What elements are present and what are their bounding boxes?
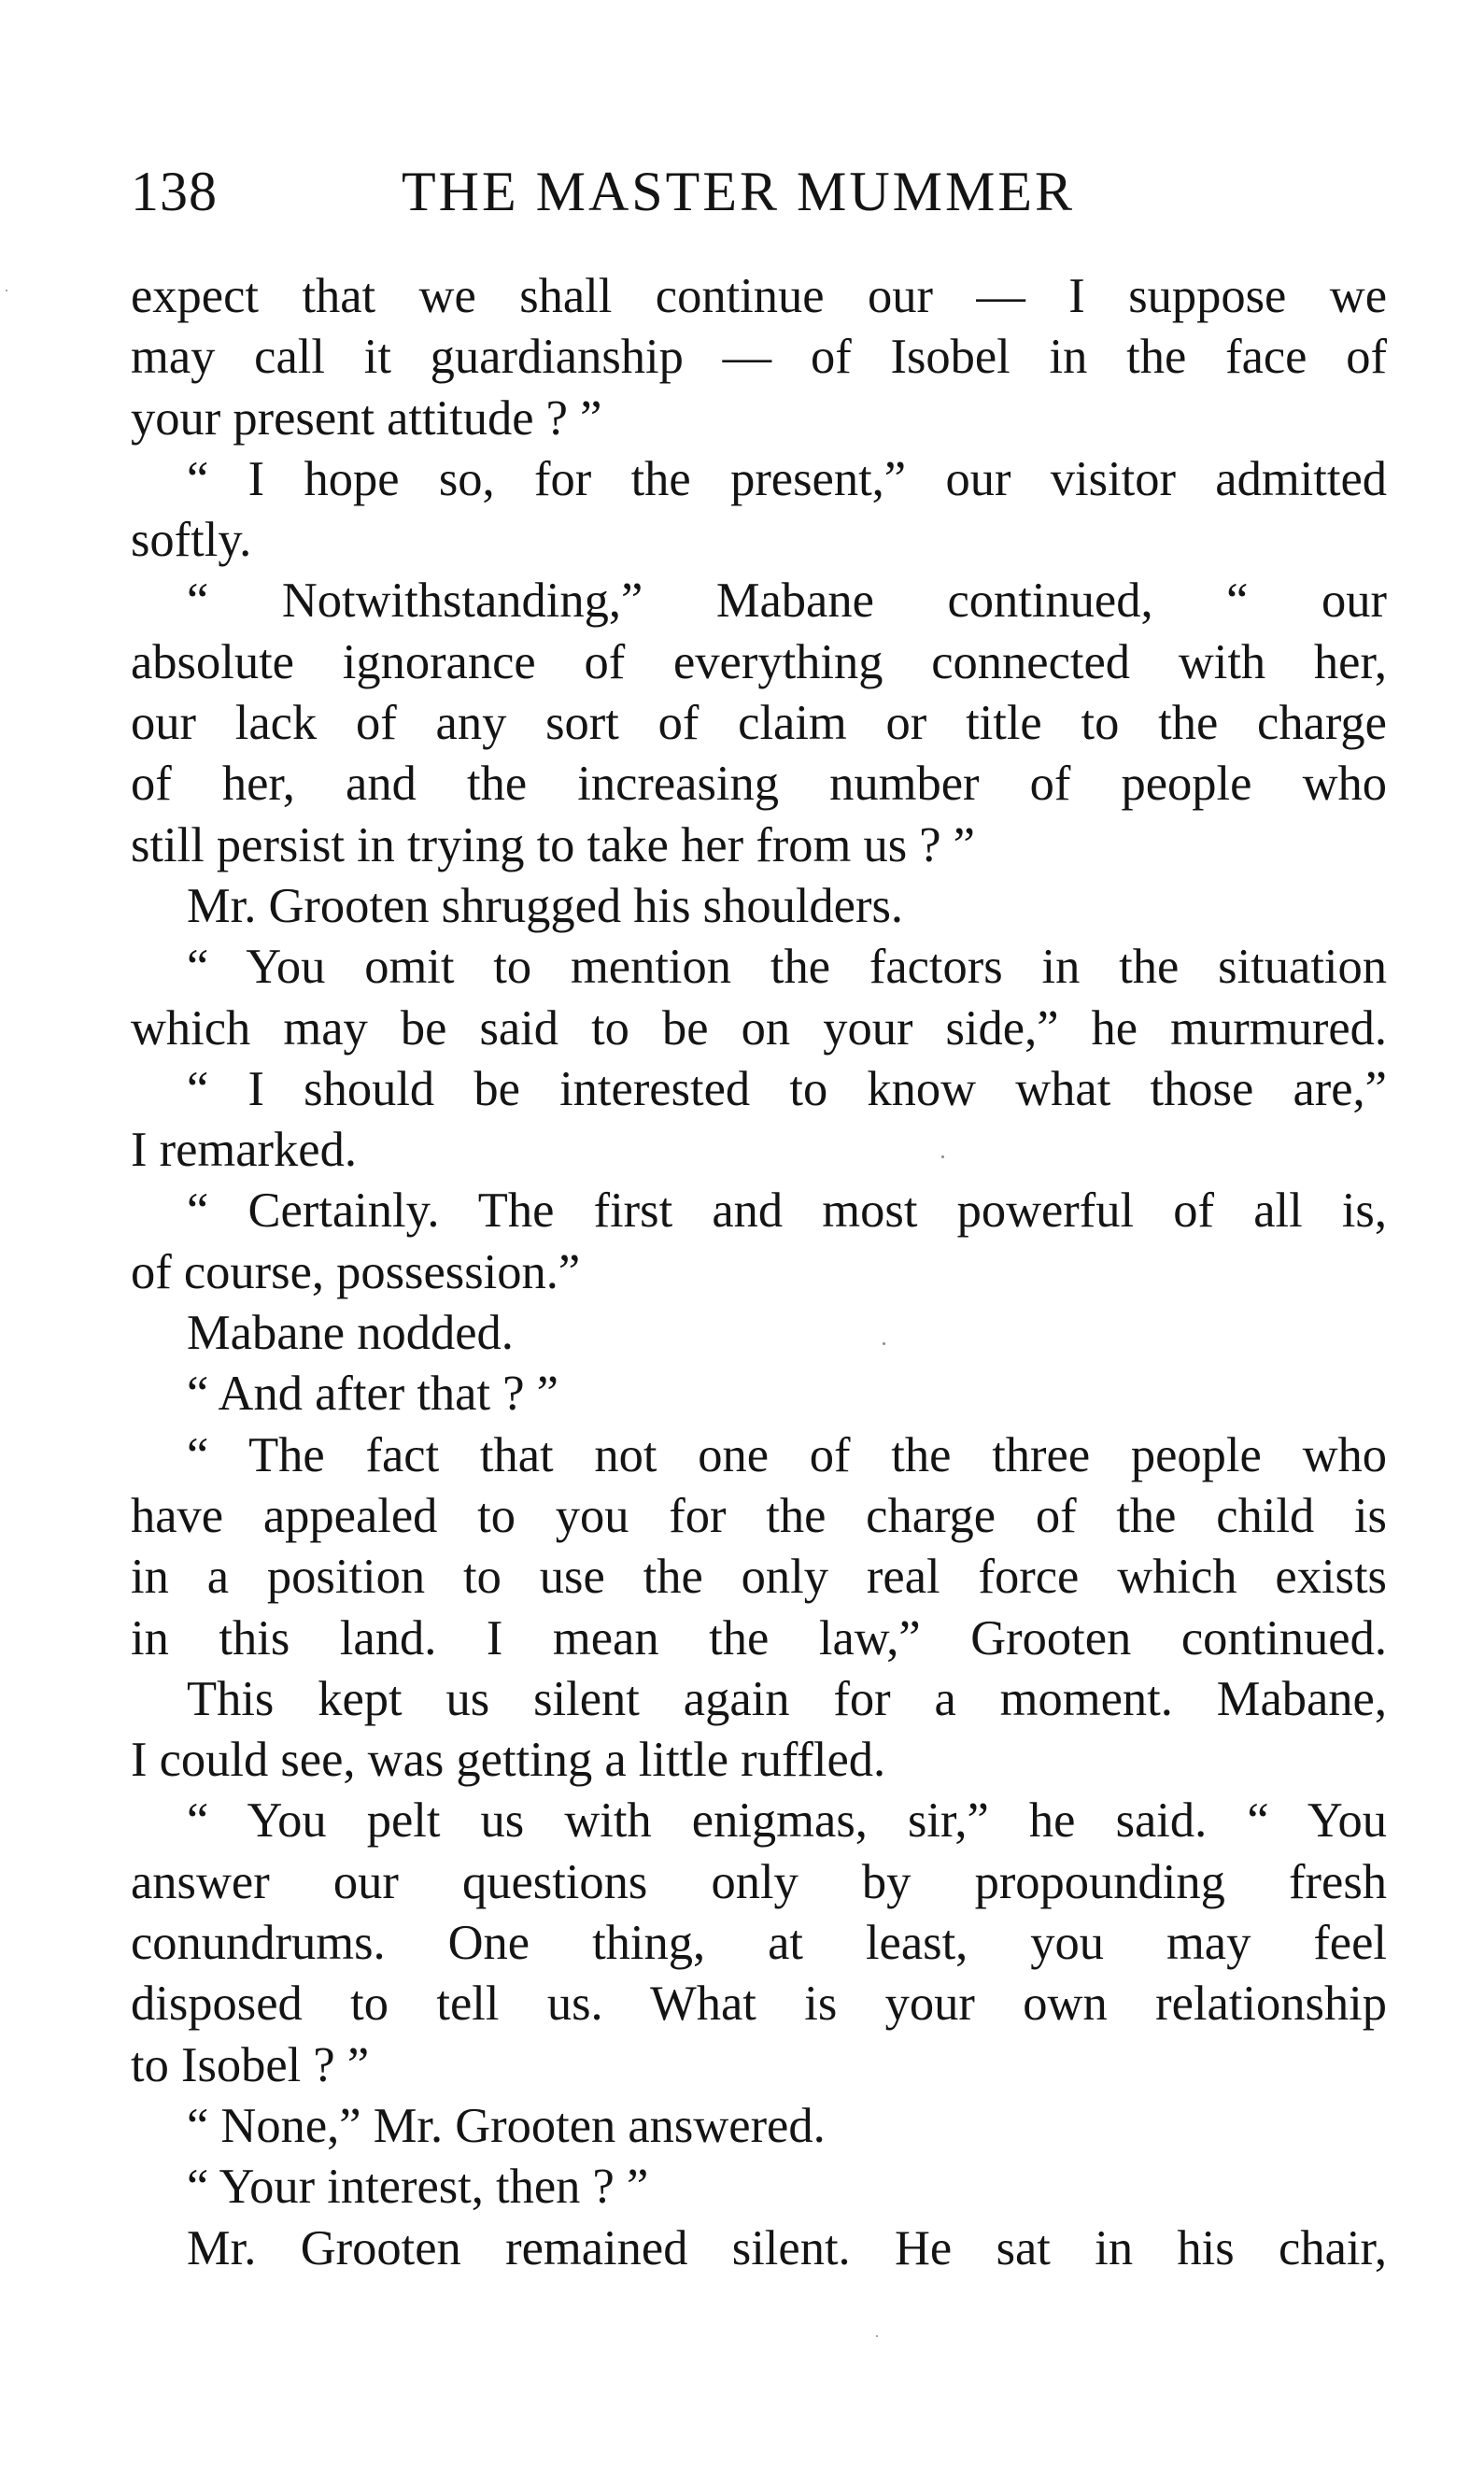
running-title: THE MASTER MUMMER [402,161,1076,222]
text-line: “ The fact that not one of the three people who [187,1427,1387,1482]
text-line: Mabane nodded. [187,1306,514,1361]
running-head [131,149,1382,234]
text-line: to Isobel ? ” [131,2037,370,2092]
paper-speck [876,2335,878,2337]
text-line: “ Your interest, then ? ” [187,2160,649,2215]
text-line: This kept us silent again for a moment. Mabane, [187,1671,1387,1726]
text-line: “ Notwithstanding,” Mabane continued, “ our [187,574,1387,629]
text-line: I could see, was getting a little ruffled. [131,1733,886,1788]
text-line: “ None,” Mr. Grooten answered. [187,2098,826,2153]
page-number: 138 [131,161,218,222]
text-line: conundrums. One thing, at least, you may feel [131,1916,1387,1971]
paper-speck [883,1342,885,1345]
text-line: which may be said to be on your side,” he murmured. [131,1000,1387,1056]
text-line: softly. [131,513,252,568]
text-line: expect that we shall continue our — I suppose we [131,269,1387,323]
text-line: Mr. Grooten shrugged his shoulders. [187,878,904,933]
text-line: may call it guardianship — of Isobel in the face of [131,330,1387,385]
text-line: your present attitude ? ” [131,390,602,446]
text-line: still persist in trying to take her from us ? ” [131,817,975,872]
text-line: answer our questions only by propounding fresh [131,1854,1387,1909]
text-line: in this land. I mean the law,” Grooten continued. [131,1610,1387,1665]
text-line: have appealed to you for the charge of the child is [131,1488,1387,1543]
text-line: “ You pelt us with enigmas, sir,” he said. “ You [187,1793,1387,1849]
text-line: disposed to tell us. What is your own relationship [131,1977,1387,2032]
paper-speck [6,290,7,291]
text-line: Mr. Grooten remained silent. He sat in his chair, [187,2220,1387,2275]
text-line: “ You omit to mention the factors in the situation [187,940,1387,995]
body-text [131,266,1387,2279]
text-line: “ And after that ? ” [187,1367,558,1422]
text-line: of her, and the increasing number of people who [131,757,1387,812]
text-line: absolute ignorance of everything connected with her, [131,634,1387,689]
text-line: “ I should be interested to know what those are,” [187,1061,1387,1116]
text-line: “ Certainly. The first and most powerful of all is, [187,1183,1387,1239]
text-line: our lack of any sort of claim or title to the charge [131,696,1387,751]
text-line: “ I hope so, for the present,” our visitor admitted [187,451,1387,506]
text-line: in a position to use the only real force which exists [131,1550,1387,1605]
text-line: I remarked. [131,1123,357,1178]
paper-speck [941,1155,944,1158]
text-line: of course, possession.” [131,1244,581,1299]
